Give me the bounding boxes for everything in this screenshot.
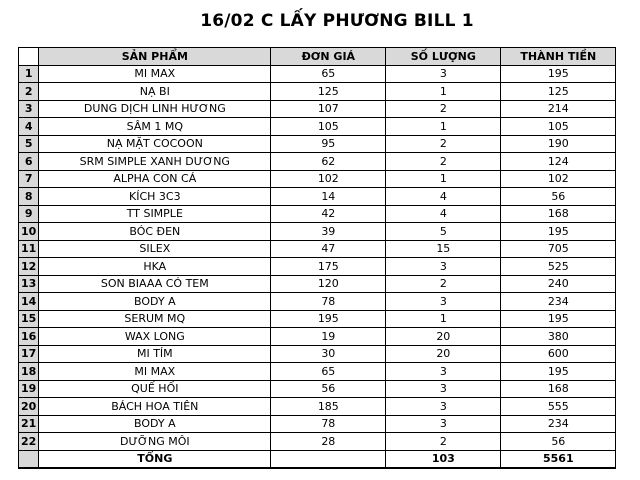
- product-cell: QUẾ HỐI: [39, 380, 271, 398]
- amount-cell: 705: [501, 240, 616, 258]
- row-number-cell: 21: [19, 415, 39, 433]
- quantity-cell: 5: [386, 223, 501, 241]
- product-cell: DƯỠNG MÔI: [39, 433, 271, 451]
- bill-table-body: [19, 65, 616, 450]
- amount-cell: 525: [501, 258, 616, 276]
- table-row: [19, 65, 616, 83]
- product-cell: NẠ BI: [39, 83, 271, 101]
- product-cell: SILEX: [39, 240, 271, 258]
- product-cell: BODY A: [39, 415, 271, 433]
- row-number-cell: 22: [19, 433, 39, 451]
- amount-cell: 600: [501, 345, 616, 363]
- product-cell: TT SIMPLE: [39, 205, 271, 223]
- unit-price-cell: 175: [271, 258, 386, 276]
- amount-cell: 190: [501, 135, 616, 153]
- unit-price-cell: 39: [271, 223, 386, 241]
- product-cell: DUNG DỊCH LINH HƯƠNG: [39, 100, 271, 118]
- quantity-cell: 3: [386, 398, 501, 416]
- row-number-cell: 9: [19, 205, 39, 223]
- quantity-cell: 1: [386, 118, 501, 136]
- total-row: [19, 450, 616, 468]
- table-row: [19, 275, 616, 293]
- table-row: [19, 258, 616, 276]
- amount-cell: 56: [501, 433, 616, 451]
- product-cell: SERUM MQ: [39, 310, 271, 328]
- page-title: 16/02 C LẤY PHƯƠNG BILL 1: [200, 11, 474, 31]
- table-row: [19, 205, 616, 223]
- product-cell: BÓC ĐEN: [39, 223, 271, 241]
- unit-price-cell: 95: [271, 135, 386, 153]
- table-row: [19, 100, 616, 118]
- unit-price-cell: 195: [271, 310, 386, 328]
- unit-price-cell: 102: [271, 170, 386, 188]
- product-cell: NẠ MẶT COCOON: [39, 135, 271, 153]
- quantity-cell: 2: [386, 100, 501, 118]
- quantity-cell: 20: [386, 328, 501, 346]
- quantity-cell: 3: [386, 258, 501, 276]
- table-row: [19, 170, 616, 188]
- amount-cell: 195: [501, 223, 616, 241]
- unit-price-cell: 120: [271, 275, 386, 293]
- table-row: [19, 328, 616, 346]
- row-number-cell: 14: [19, 293, 39, 311]
- quantity-cell: 1: [386, 170, 501, 188]
- product-cell: HKA: [39, 258, 271, 276]
- row-number-cell: 10: [19, 223, 39, 241]
- quantity-cell: 2: [386, 275, 501, 293]
- amount-cell: 102: [501, 170, 616, 188]
- unit-price-cell: 14: [271, 188, 386, 206]
- quantity-cell: 3: [386, 363, 501, 381]
- quantity-cell: 3: [386, 65, 501, 83]
- quantity-cell: 3: [386, 293, 501, 311]
- product-cell: ALPHA CON CÁ: [39, 170, 271, 188]
- amount-cell: 240: [501, 275, 616, 293]
- quantity-cell: 15: [386, 240, 501, 258]
- table-row: [19, 363, 616, 381]
- unit-price-cell: 78: [271, 293, 386, 311]
- row-number-cell: 12: [19, 258, 39, 276]
- amount-cell: 380: [501, 328, 616, 346]
- row-number-cell: 3: [19, 100, 39, 118]
- header-unit-price: ĐƠN GIÁ: [271, 48, 386, 66]
- row-number-cell: 2: [19, 83, 39, 101]
- unit-price-cell: 42: [271, 205, 386, 223]
- unit-price-cell: 19: [271, 328, 386, 346]
- quantity-cell: 2: [386, 153, 501, 171]
- unit-price-cell: 47: [271, 240, 386, 258]
- amount-cell: 168: [501, 380, 616, 398]
- unit-price-cell: 107: [271, 100, 386, 118]
- unit-price-cell: 56: [271, 380, 386, 398]
- product-cell: MI MAX: [39, 363, 271, 381]
- row-number-cell: 8: [19, 188, 39, 206]
- unit-price-cell: 28: [271, 433, 386, 451]
- header-quantity: SỐ LƯỢNG: [386, 48, 501, 66]
- amount-cell: 195: [501, 310, 616, 328]
- unit-price-cell: 78: [271, 415, 386, 433]
- total-label: TỔNG: [39, 450, 271, 468]
- amount-cell: 234: [501, 415, 616, 433]
- product-cell: WAX LONG: [39, 328, 271, 346]
- unit-price-cell: 125: [271, 83, 386, 101]
- table-row: [19, 380, 616, 398]
- header-product: SẢN PHẨM: [39, 48, 271, 66]
- header-amount: THÀNH TIỀN: [501, 48, 616, 66]
- row-number-cell: 6: [19, 153, 39, 171]
- total-row-number-cell: [19, 450, 39, 468]
- product-cell: SON BIAAA CÓ TEM: [39, 275, 271, 293]
- unit-price-cell: 30: [271, 345, 386, 363]
- table-row: [19, 310, 616, 328]
- table-row: [19, 153, 616, 171]
- quantity-cell: 4: [386, 188, 501, 206]
- product-cell: BÁCH HOA TIÊN: [39, 398, 271, 416]
- row-number-cell: 18: [19, 363, 39, 381]
- row-number-cell: 5: [19, 135, 39, 153]
- amount-cell: 105: [501, 118, 616, 136]
- total-amount-cell: 5561: [501, 450, 616, 468]
- table-row: [19, 135, 616, 153]
- product-cell: KÍCH 3C3: [39, 188, 271, 206]
- row-number-cell: 13: [19, 275, 39, 293]
- amount-cell: 214: [501, 100, 616, 118]
- row-number-cell: 11: [19, 240, 39, 258]
- row-number-cell: 16: [19, 328, 39, 346]
- product-cell: BODY A: [39, 293, 271, 311]
- row-number-cell: 19: [19, 380, 39, 398]
- quantity-cell: 2: [386, 135, 501, 153]
- row-number-cell: 17: [19, 345, 39, 363]
- row-number-cell: 4: [19, 118, 39, 136]
- total-unit-price-cell: [271, 450, 386, 468]
- bill-table: [18, 47, 616, 469]
- row-number-cell: 20: [19, 398, 39, 416]
- quantity-cell: 2: [386, 433, 501, 451]
- corner-cell: [19, 48, 39, 66]
- table-row: [19, 433, 616, 451]
- row-number-cell: 7: [19, 170, 39, 188]
- unit-price-cell: 62: [271, 153, 386, 171]
- header-row: [19, 48, 616, 66]
- amount-cell: 234: [501, 293, 616, 311]
- unit-price-cell: 105: [271, 118, 386, 136]
- amount-cell: 168: [501, 205, 616, 223]
- table-row: [19, 188, 616, 206]
- table-row: [19, 398, 616, 416]
- table-row: [19, 293, 616, 311]
- amount-cell: 124: [501, 153, 616, 171]
- table-row: [19, 240, 616, 258]
- amount-cell: 195: [501, 363, 616, 381]
- table-row: [19, 345, 616, 363]
- quantity-cell: 3: [386, 415, 501, 433]
- quantity-cell: 1: [386, 83, 501, 101]
- product-cell: SRM SIMPLE XANH DƯƠNG: [39, 153, 271, 171]
- amount-cell: 56: [501, 188, 616, 206]
- unit-price-cell: 65: [271, 363, 386, 381]
- unit-price-cell: 65: [271, 65, 386, 83]
- product-cell: MI MAX: [39, 65, 271, 83]
- table-row: [19, 415, 616, 433]
- amount-cell: 125: [501, 83, 616, 101]
- total-quantity-cell: 103: [386, 450, 501, 468]
- unit-price-cell: 185: [271, 398, 386, 416]
- product-cell: MI TÍM: [39, 345, 271, 363]
- table-row: [19, 83, 616, 101]
- quantity-cell: 3: [386, 380, 501, 398]
- row-number-cell: 15: [19, 310, 39, 328]
- amount-cell: 195: [501, 65, 616, 83]
- row-number-cell: 1: [19, 65, 39, 83]
- quantity-cell: 4: [386, 205, 501, 223]
- quantity-cell: 20: [386, 345, 501, 363]
- table-row: [19, 223, 616, 241]
- amount-cell: 555: [501, 398, 616, 416]
- product-cell: SÂM 1 MQ: [39, 118, 271, 136]
- table-row: [19, 118, 616, 136]
- quantity-cell: 1: [386, 310, 501, 328]
